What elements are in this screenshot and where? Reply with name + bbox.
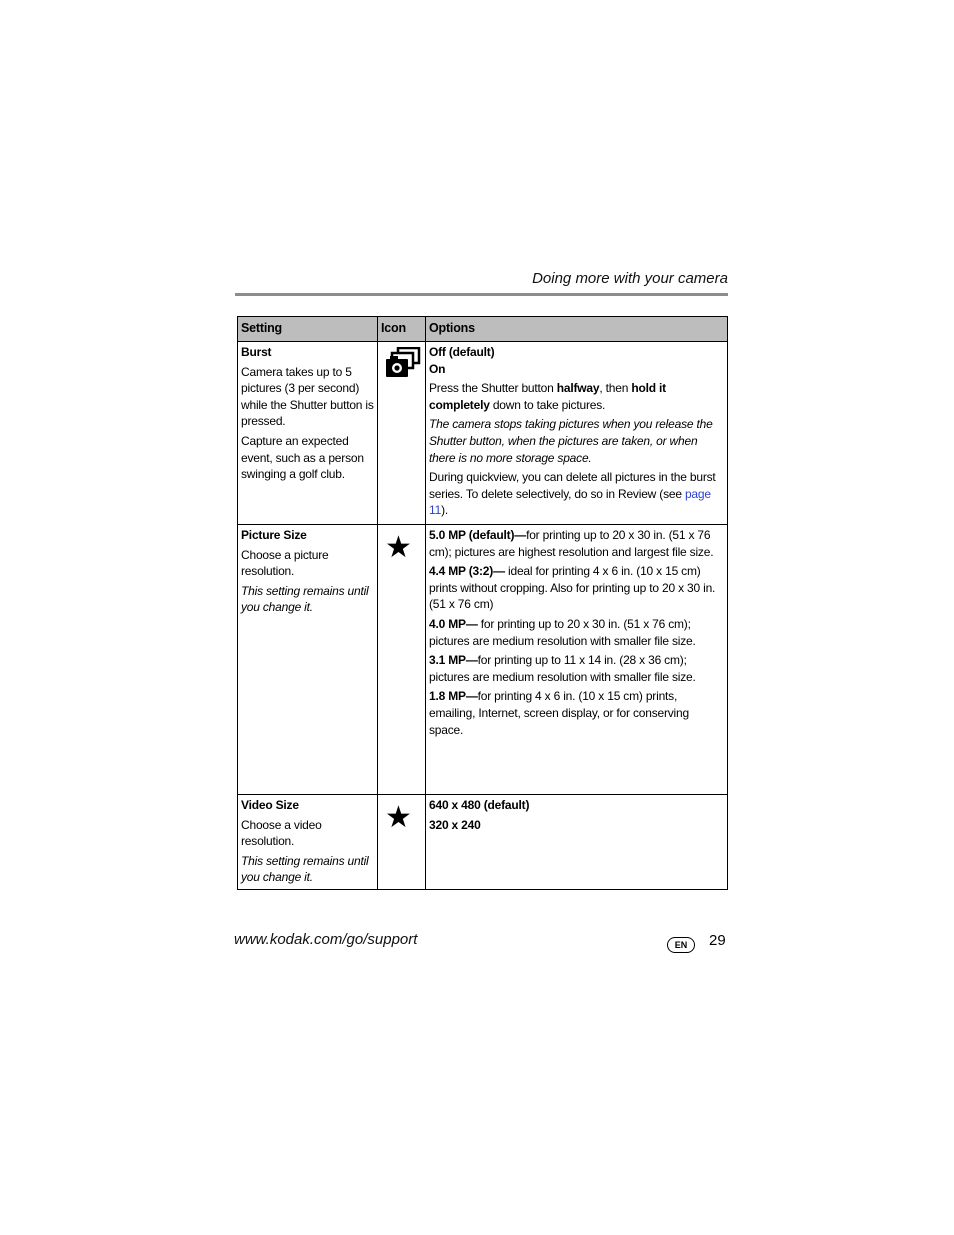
burst-camera-icon: [385, 347, 421, 379]
option-3-1mp: [429, 652, 724, 685]
table-row-picture-size: [238, 525, 728, 795]
quickview-text-1: During quickview, you can delete all pictures in the burst series. To delete selectively, do so in Review (see: [429, 470, 716, 501]
option-5mp: [429, 527, 724, 560]
page-number: 29: [709, 932, 726, 949]
option-3-1mp-text: for printing up to 11 x 14 in. (28 x 36 cm); pictures are medium resolution with smaller file size.: [429, 653, 696, 684]
option-4-4mp-label: 4.4 MP (3:2)—: [429, 564, 505, 579]
burst-instr-hold: hold it completely: [429, 381, 666, 412]
setting-title-burst: Burst: [241, 345, 272, 359]
option-4mp-label: 4.0 MP—: [429, 616, 478, 631]
option-5mp-text: for printing up to 20 x 30 in. (51 x 76 cm); pictures are highest resolution and largest file size.: [429, 528, 714, 559]
table-header-row: [238, 317, 728, 342]
burst-note: The camera stops taking pictures when you release the Shutter button, when the pictures are taken, or when there is no more storage space.: [429, 417, 713, 465]
option-off-default: Off (default): [429, 345, 495, 359]
header-rule: [235, 293, 728, 296]
setting-desc-burst: Camera takes up to 5 pictures (3 per second) while the Shutter button is pressed.: [241, 364, 374, 429]
setting-cell-video-size: [238, 795, 378, 890]
option-3-1mp-label: 3.1 MP—: [429, 653, 478, 668]
burst-instr-text-3: down to take pictures.: [489, 397, 606, 412]
options-cell-picture-size: [426, 525, 728, 795]
option-4mp-text: for printing up to 20 x 30 in. (51 x 76 cm); pictures are medium resolution with smaller file size.: [429, 616, 696, 648]
footer-url: www.kodak.com/go/support: [234, 931, 418, 948]
setting-desc-burst-2: Capture an expected event, such as a person swinging a golf club.: [241, 433, 364, 482]
option-4mp: [429, 616, 724, 649]
star-icon: ★: [385, 801, 412, 834]
setting-title-picture-size: Picture Size: [241, 528, 307, 542]
burst-instr-text-1: Press the Shutter button: [429, 381, 557, 396]
option-5mp-label: 5.0 MP (default)—: [429, 528, 527, 542]
column-header-setting: Setting: [238, 317, 378, 342]
burst-instr-text-2: , then: [599, 381, 632, 396]
language-badge: EN: [667, 937, 695, 953]
option-4-4mp-text: ideal for printing 4 x 6 in. (10 x 15 cm) prints without cropping. Also for printing up to 20 x 30 in. (51 x 76 cm): [429, 564, 716, 612]
settings-table: [237, 316, 728, 890]
quickview-text-2: ).: [441, 503, 448, 518]
setting-desc-video-size: Choose a video resolution.: [241, 817, 322, 849]
option-1-8mp: [429, 688, 724, 738]
option-on: On: [429, 361, 446, 376]
icon-cell-video-size: [378, 795, 426, 890]
burst-instructions: [429, 380, 724, 413]
table-row-burst: [238, 342, 728, 525]
icon-cell-burst: [378, 342, 426, 525]
setting-cell-picture-size: [238, 525, 378, 795]
burst-quickview-text: [429, 469, 724, 519]
options-cell-video-size: [426, 795, 728, 890]
column-header-icon: Icon: [378, 317, 426, 342]
setting-note-picture-size: This setting remains until you change it.: [241, 583, 369, 615]
running-header: Doing more with your camera: [532, 270, 728, 287]
option-320x240: 320 x 240: [429, 817, 481, 832]
option-640x480: 640 x 480 (default): [429, 798, 530, 812]
options-cell-burst: [426, 342, 728, 525]
option-1-8mp-label: 1.8 MP—: [429, 689, 478, 704]
star-icon: ★: [385, 531, 412, 564]
icon-cell-picture-size: [378, 525, 426, 795]
setting-title-video-size: Video Size: [241, 798, 299, 812]
page-11-link[interactable]: page 11: [429, 486, 711, 518]
option-4-4mp: [429, 563, 724, 613]
setting-cell-burst: [238, 342, 378, 525]
table-row-video-size: [238, 795, 728, 890]
setting-desc-picture-size: Choose a picture resolution.: [241, 547, 329, 579]
option-1-8mp-text: for printing 4 x 6 in. (10 x 15 cm) prints, emailing, Internet, screen display, or for conserving space.: [429, 689, 689, 737]
setting-note-video-size: This setting remains until you change it.: [241, 853, 369, 885]
burst-instr-halfway: halfway: [556, 381, 600, 396]
column-header-options: Options: [426, 317, 728, 342]
